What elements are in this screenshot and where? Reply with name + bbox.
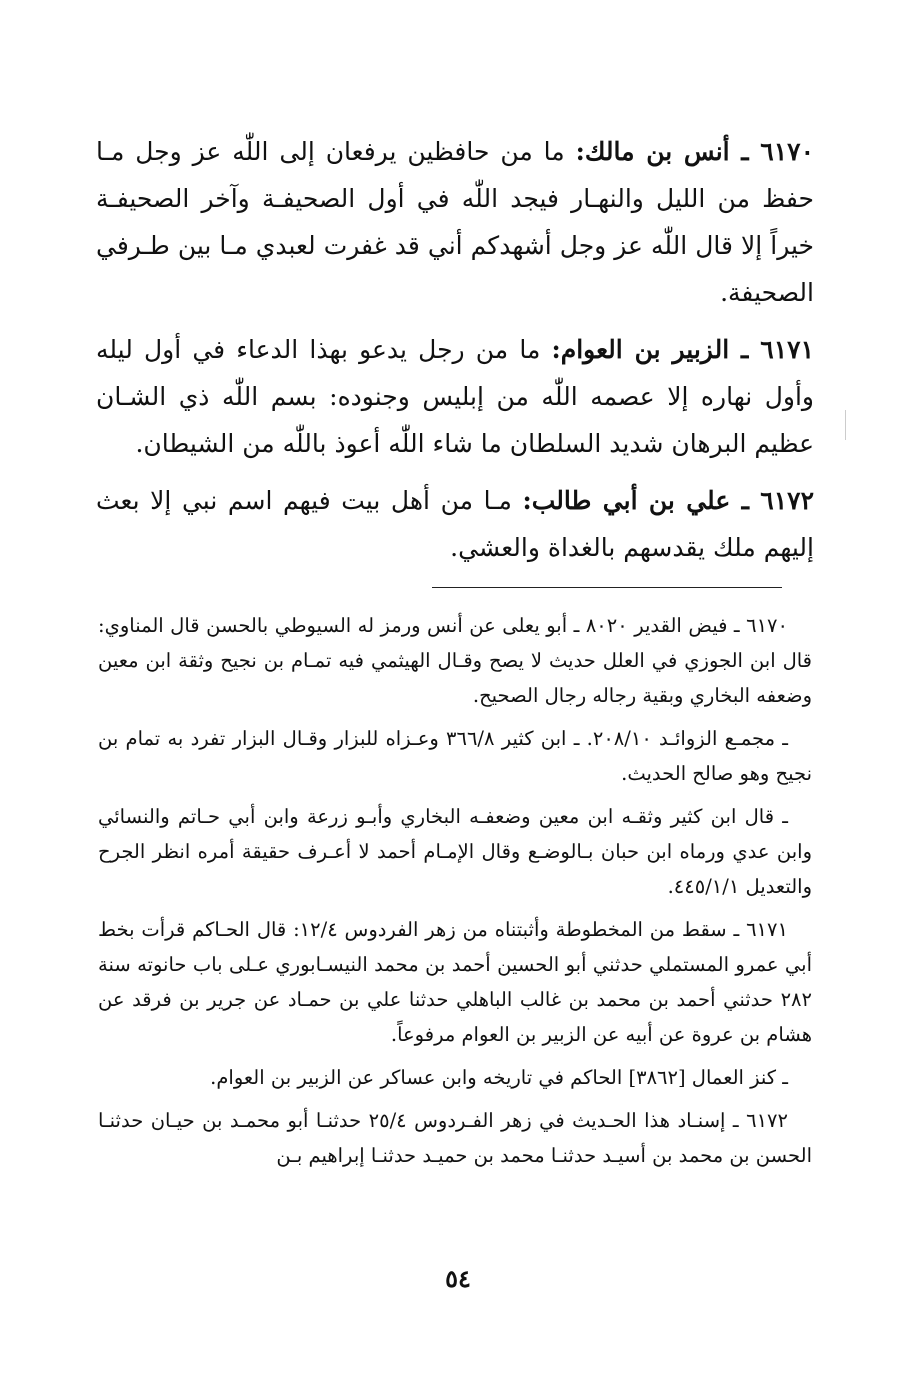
page-number: ٥٤: [445, 1264, 471, 1293]
footnotes-block: [98, 608, 812, 1181]
hadith-body: مـا من أهل بيت فيهم اسم نبي إلا بعث إليهم ملك يقدسهم بالغداة والعشي.: [96, 486, 814, 562]
hadith-entry-6170: [96, 128, 814, 316]
footnote: ٦١٧٢ ـ إسنـاد هذا الحـديث في زهر الفـردوس ٢٥/٤ حدثنـا أبو محمـد بن حيـان حدثنـا الحسن بن محمد بن أسيـد حدثنـا محمد بن حميـد حدثنـا إبراهيم بـن: [98, 1109, 812, 1167]
hadith-entry-6171: [96, 326, 814, 467]
scan-margin-mark: [845, 410, 846, 440]
hadith-narrator-heading: ٦١٧١ ـ الزبير بن العوام:: [551, 335, 814, 364]
hadith-narrator-heading: ٦١٧٠ ـ أنس بن مالك:: [575, 137, 815, 166]
hadith-text-block: [96, 128, 814, 581]
footnote: ـ قال ابن كثير وثقـه ابن معين وضعفـه البخاري وأبـو زرعة وابن أبي حـاتم والنسائي وابن عدي ورماه ابن حبان بـالوضـع وقال الإمـام أحمد لا أعـرف حقيقة أمره انظر الجرح والتعديل ٤٤٥/١/١.: [98, 805, 812, 898]
hadith-body: ما من رجل يدعو بهذا الدعاء في أول ليله وأول نهاره إلا عصمه اللّٰه من إبليس وجنوده: بسم اللّٰه ذي الشـان عظيم البرهان شديد السلطان ما شاء اللّٰه أعوذ باللّٰه من الشيطان.: [96, 335, 814, 458]
footnote: ـ مجمـع الزوائـد ٢٠٨/١٠. ـ ابن كثير ٣٦٦/٨ وعـزاه للبزار وقـال البزار تفرد به تمام بن نجيح وهو صالح الحديث.: [98, 727, 812, 785]
footnote: ٦١٧١ ـ سقط من المخطوطة وأثبتناه من زهر الفردوس ١٢/٤: قال الحـاكم قرأت بخط أبي عمرو المستملي حدثني أبو الحسين أحمد بن محمد النيسـابوري عـلى باب حانوته سنة ٢٨٢ حدثني أحمد بن محمد بن غالب الباهلي حدثنا علي بن حمـاد عن جرير بن فرقد عن هشام بن عروة عن أبيه عن الزبير بن العوام مرفوعاً.: [98, 918, 812, 1046]
footnote-separator: [432, 587, 782, 588]
footnote: ـ كنز العمال [٣٨٦٢] الحاكم في تاريخه وابن عساكر عن الزبير بن العوام.: [210, 1066, 788, 1089]
footnote: ٦١٧٠ ـ فيض القدير ٨٠٢٠ ـ أبو يعلى عن أنس ورمز له السيوطي بالحسن قال المناوي: قال ابن الجوزي في العلل حديث لا يصح وقـال الهيثمي فيه تمـام بن نجيح وثقة ابن معين وضعفه البخاري وبقية رجاله رجال الصحيح.: [98, 614, 812, 707]
hadith-narrator-heading: ٦١٧٢ ـ علي بن أبي طالب:: [522, 486, 814, 515]
hadith-body: ما من حافظين يرفعان إلى اللّٰه عز وجل مـا حفظ من الليل والنهـار فيجد اللّٰه في أول الصحيفـة وآخر الصحيفـة خيراً إلا قال اللّٰه عز وجل أشهدكم أني قد غفرت لعبدي مـا بين طـرفي الصحيفة.: [96, 137, 814, 307]
hadith-entry-6172: [96, 477, 814, 571]
